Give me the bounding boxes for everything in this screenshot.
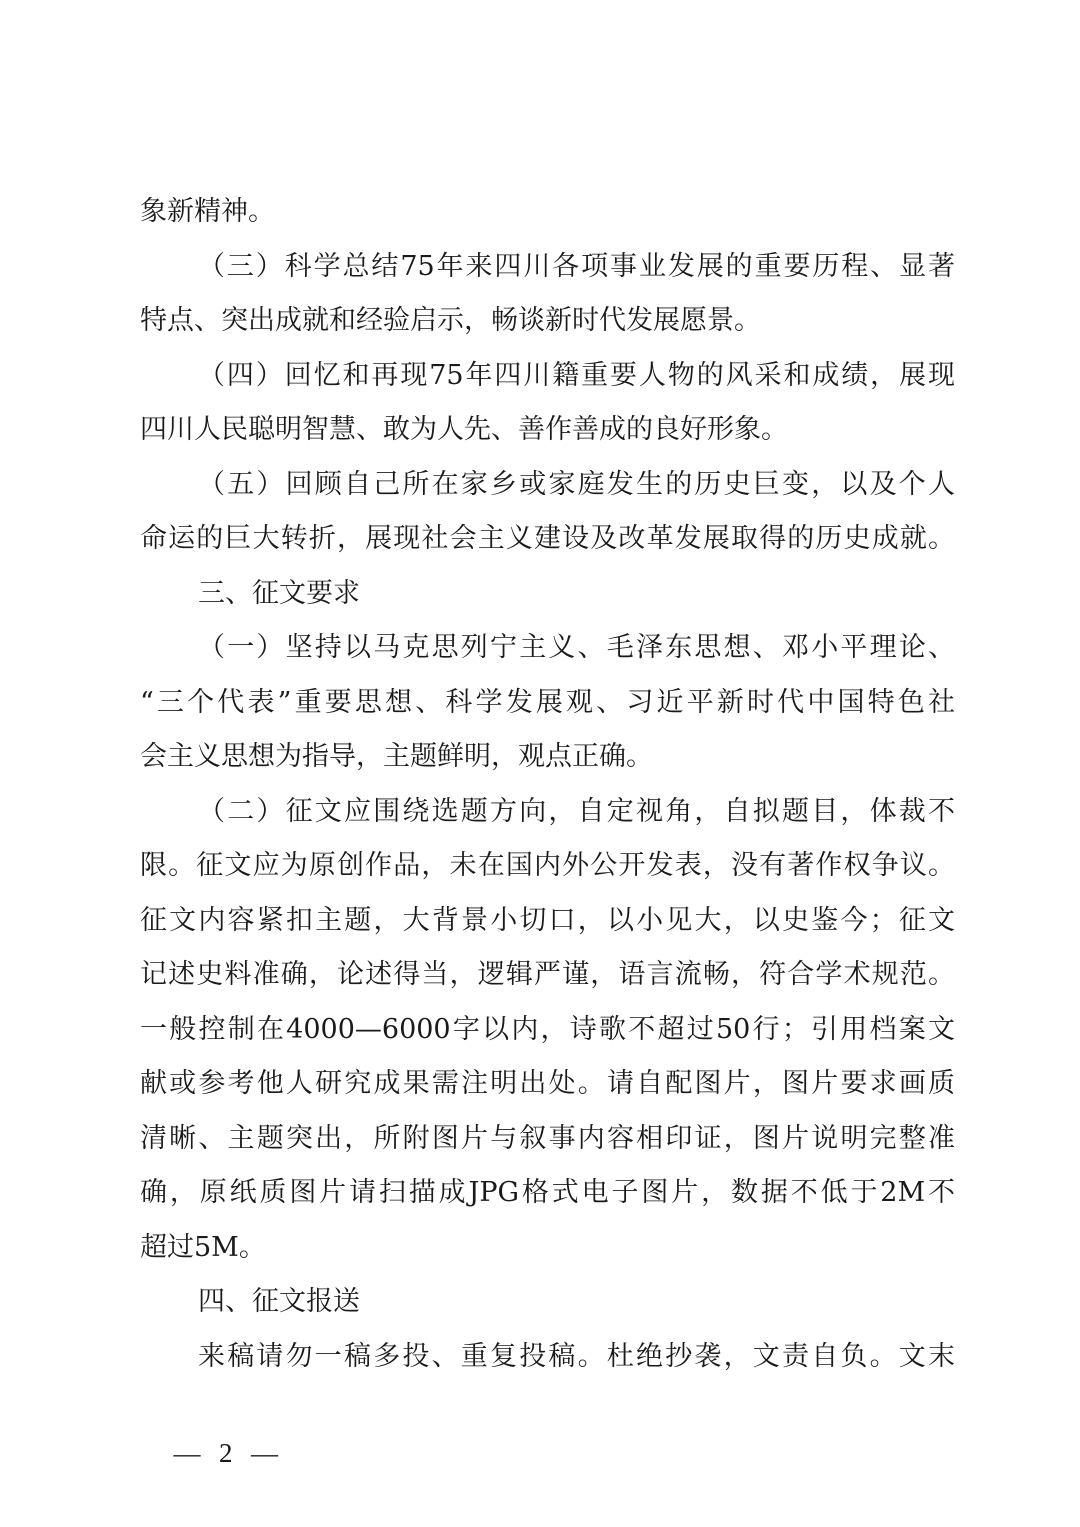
paragraph-line: 一般控制在4000—6000字以内，诗歌不超过50行；引用档案文 (140, 1013, 955, 1045)
paragraph-line: 象新精神。 (140, 196, 275, 227)
paragraph-line: 确，原纸质图片请扫描成JPG格式电子图片，数据不低于2M不 (140, 1177, 955, 1208)
page-number-footer (170, 1438, 282, 1469)
paragraph-line: 征文内容紧扣主题，大背景小切口，以小见大，以史鉴今；征文 (140, 904, 955, 936)
paragraph-line: （二）征文应围绕选题方向，自定视角，自拟题目，体裁不 (198, 795, 955, 827)
paragraph-line: （五）回顾自己所在家乡或家庭发生的历史巨变，以及个人 (198, 468, 955, 500)
paragraph-line: 记述史料准确，论述得当，逻辑严谨，语言流畅，符合学术规范。 (140, 959, 955, 990)
document-body (140, 185, 955, 1384)
paragraph-line: 命运的巨大转折，展现社会主义建设及改革发展取得的历史成就。 (140, 523, 955, 554)
footer-dash-left: — (173, 1438, 201, 1468)
paragraph-line: 清晰、主题突出，所附图片与叙事内容相印证，图片说明完整准 (140, 1122, 955, 1154)
paragraph-line: （四）回忆和再现75年四川籍重要人物的风采和成绩，展现 (198, 359, 955, 391)
footer-dash-right: — (251, 1438, 278, 1468)
paragraph-line: 特点、突出成就和经验启示，畅谈新时代发展愿景。 (140, 305, 761, 336)
paragraph-line: 来稿请勿一稿多投、重复投稿。杜绝抄袭，文责自负。文末 (198, 1340, 955, 1372)
paragraph-line: “三个代表”重要思想、科学发展观、习近平新时代中国特色社 (140, 686, 955, 718)
paragraph-line: 四川人民聪明智慧、敢为人先、善作善成的良好形象。 (140, 414, 788, 445)
paragraph-line: 献或参考他人研究成果需注明出处。请自配图片，图片要求画质 (140, 1068, 955, 1099)
paragraph-line: 限。征文应为原创作品，未在国内外公开发表，没有著作权争议。 (140, 850, 955, 881)
paragraph-line: 超过5M。 (140, 1231, 266, 1263)
section-heading: 四、征文报送 (198, 1286, 360, 1317)
paragraph-line: （一）坚持以马克思列宁主义、毛泽东思想、邓小平理论、 (198, 632, 955, 663)
page-number: 2 (219, 1438, 233, 1468)
section-heading: 三、征文要求 (198, 577, 360, 609)
paragraph-line: （三）科学总结75年来四川各项事业发展的重要历程、显著 (198, 250, 955, 282)
paragraph-line: 会主义思想为指导，主题鲜明，观点正确。 (140, 741, 653, 772)
